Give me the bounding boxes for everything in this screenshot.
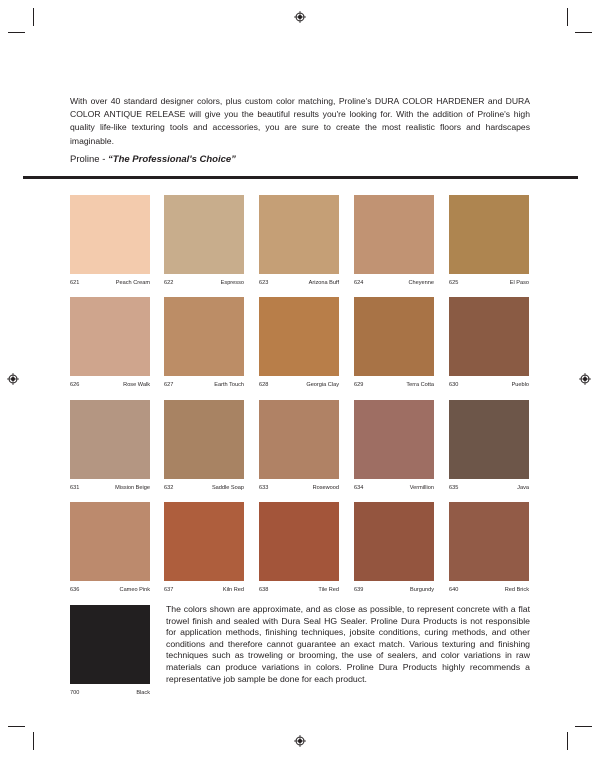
color-code: 622 [164, 280, 174, 286]
color-swatch-627 [164, 297, 244, 376]
color-code: 636 [70, 587, 80, 593]
color-swatch-628 [259, 297, 339, 376]
color-label-627 [164, 382, 244, 389]
crop-mark-top-left-h [8, 32, 25, 33]
registration-mark-bottom-icon [294, 735, 306, 747]
color-name: Java [517, 485, 529, 491]
color-name: Kiln Red [222, 587, 244, 593]
color-name: Arizona Buff [308, 280, 339, 286]
color-name: Vermillion [409, 485, 434, 491]
color-code: 628 [259, 382, 269, 388]
color-code: 624 [354, 280, 364, 286]
color-code: 629 [354, 382, 364, 388]
color-swatch-625 [449, 195, 529, 274]
crop-mark-top-left-v [33, 8, 34, 26]
color-code: 623 [259, 280, 269, 286]
color-name: Cameo Pink [119, 587, 150, 593]
color-label-626 [70, 382, 150, 389]
color-name: Mission Beige [115, 485, 150, 491]
color-label-629 [354, 382, 434, 389]
color-label-628 [259, 382, 339, 389]
color-code: 700 [70, 690, 80, 696]
color-name: Rose Walk [123, 382, 150, 388]
color-label-700 [70, 690, 150, 697]
color-name: Burgundy [410, 587, 434, 593]
color-label-634 [354, 485, 434, 492]
section-divider [23, 176, 578, 179]
color-name: Terra Cotta [406, 382, 434, 388]
color-swatch-621 [70, 195, 150, 274]
color-swatch-626 [70, 297, 150, 376]
crop-mark-bottom-left-v [33, 732, 34, 750]
color-swatch-632 [164, 400, 244, 479]
color-code: 626 [70, 382, 80, 388]
crop-mark-top-right-h [575, 32, 592, 33]
color-name: Peach Cream [115, 280, 150, 286]
color-code: 631 [70, 485, 80, 491]
color-code: 639 [354, 587, 364, 593]
color-swatch-633 [259, 400, 339, 479]
color-label-631 [70, 485, 150, 492]
color-code: 627 [164, 382, 174, 388]
color-label-623 [259, 280, 339, 287]
color-name: Cheyenne [408, 280, 434, 286]
color-swatch-700 [70, 605, 150, 684]
color-swatch-631 [70, 400, 150, 479]
color-name: Pueblo [511, 382, 529, 388]
color-swatch-638 [259, 502, 339, 581]
color-swatch-639 [354, 502, 434, 581]
color-label-640 [449, 587, 529, 594]
color-label-636 [70, 587, 150, 594]
color-swatch-634 [354, 400, 434, 479]
color-code: 633 [259, 485, 269, 491]
color-swatch-629 [354, 297, 434, 376]
color-label-635 [449, 485, 529, 492]
color-label-624 [354, 280, 434, 287]
color-name: Espresso [220, 280, 244, 286]
color-code: 640 [449, 587, 459, 593]
color-swatch-640 [449, 502, 529, 581]
color-label-639 [354, 587, 434, 594]
color-code: 638 [259, 587, 269, 593]
color-label-625 [449, 280, 529, 287]
color-swatch-622 [164, 195, 244, 274]
color-code: 635 [449, 485, 459, 491]
color-swatch-637 [164, 502, 244, 581]
tagline-prefix: Proline - [70, 154, 109, 165]
crop-mark-top-right-v [567, 8, 568, 26]
color-label-622 [164, 280, 244, 287]
color-swatch-630 [449, 297, 529, 376]
disclaimer-text: The colors shown are approximate, and as close as possible, to represent concrete with a flat trowel finish and sealed with Dura Seal HG Sealer. Proline Dura Products is not responsible for application methods, finishing techniques, jobsite conditions, curing methods, and other conditions and therefore cannot guarantee an exact match. Various texturing and finishing techniques such as troweling or brooming, the use of sealers, and color variations in raw materials can produce variations in colors. Proline Dura Products highly recommends a representative job sample be done for each product. [166, 604, 530, 684]
color-swatch-635 [449, 400, 529, 479]
color-code: 634 [354, 485, 364, 491]
color-name: Saddle Soap [211, 485, 244, 491]
color-code: 621 [70, 280, 80, 286]
crop-mark-bottom-left-h [8, 726, 25, 727]
color-label-637 [164, 587, 244, 594]
color-swatch-636 [70, 502, 150, 581]
color-name: Tile Red [318, 587, 339, 593]
color-name: Rosewood [312, 485, 339, 491]
color-name: Earth Touch [214, 382, 244, 388]
color-swatch-623 [259, 195, 339, 274]
registration-mark-top-icon [294, 11, 306, 23]
color-code: 632 [164, 485, 174, 491]
color-name: Black [136, 690, 150, 696]
registration-mark-left-icon [7, 373, 19, 385]
tagline-quote: “The Professional's Choice” [108, 154, 236, 165]
color-code: 630 [449, 382, 459, 388]
color-swatch-624 [354, 195, 434, 274]
color-name: Red Brick [504, 587, 529, 593]
color-label-630 [449, 382, 529, 389]
color-label-638 [259, 587, 339, 594]
registration-mark-right-icon [579, 373, 591, 385]
color-code: 625 [449, 280, 459, 286]
color-code: 637 [164, 587, 174, 593]
tagline [70, 154, 236, 165]
crop-mark-bottom-right-h [575, 726, 592, 727]
intro-paragraph: With over 40 standard designer colors, plus custom color matching, Proline's DURA COLOR HARDENER and DURA COLOR ANTIQUE RELEASE will give you the beautiful results you're looking for. With the addition of Proline's high quality life-like texturing tools and accessories, you are sure to create the most realistic floors and hardscapes imaginable. [70, 96, 530, 146]
color-label-621 [70, 280, 150, 287]
color-name: El Paso [509, 280, 529, 286]
color-name: Georgia Clay [306, 382, 339, 388]
crop-mark-bottom-right-v [567, 732, 568, 750]
color-label-632 [164, 485, 244, 492]
color-label-633 [259, 485, 339, 492]
